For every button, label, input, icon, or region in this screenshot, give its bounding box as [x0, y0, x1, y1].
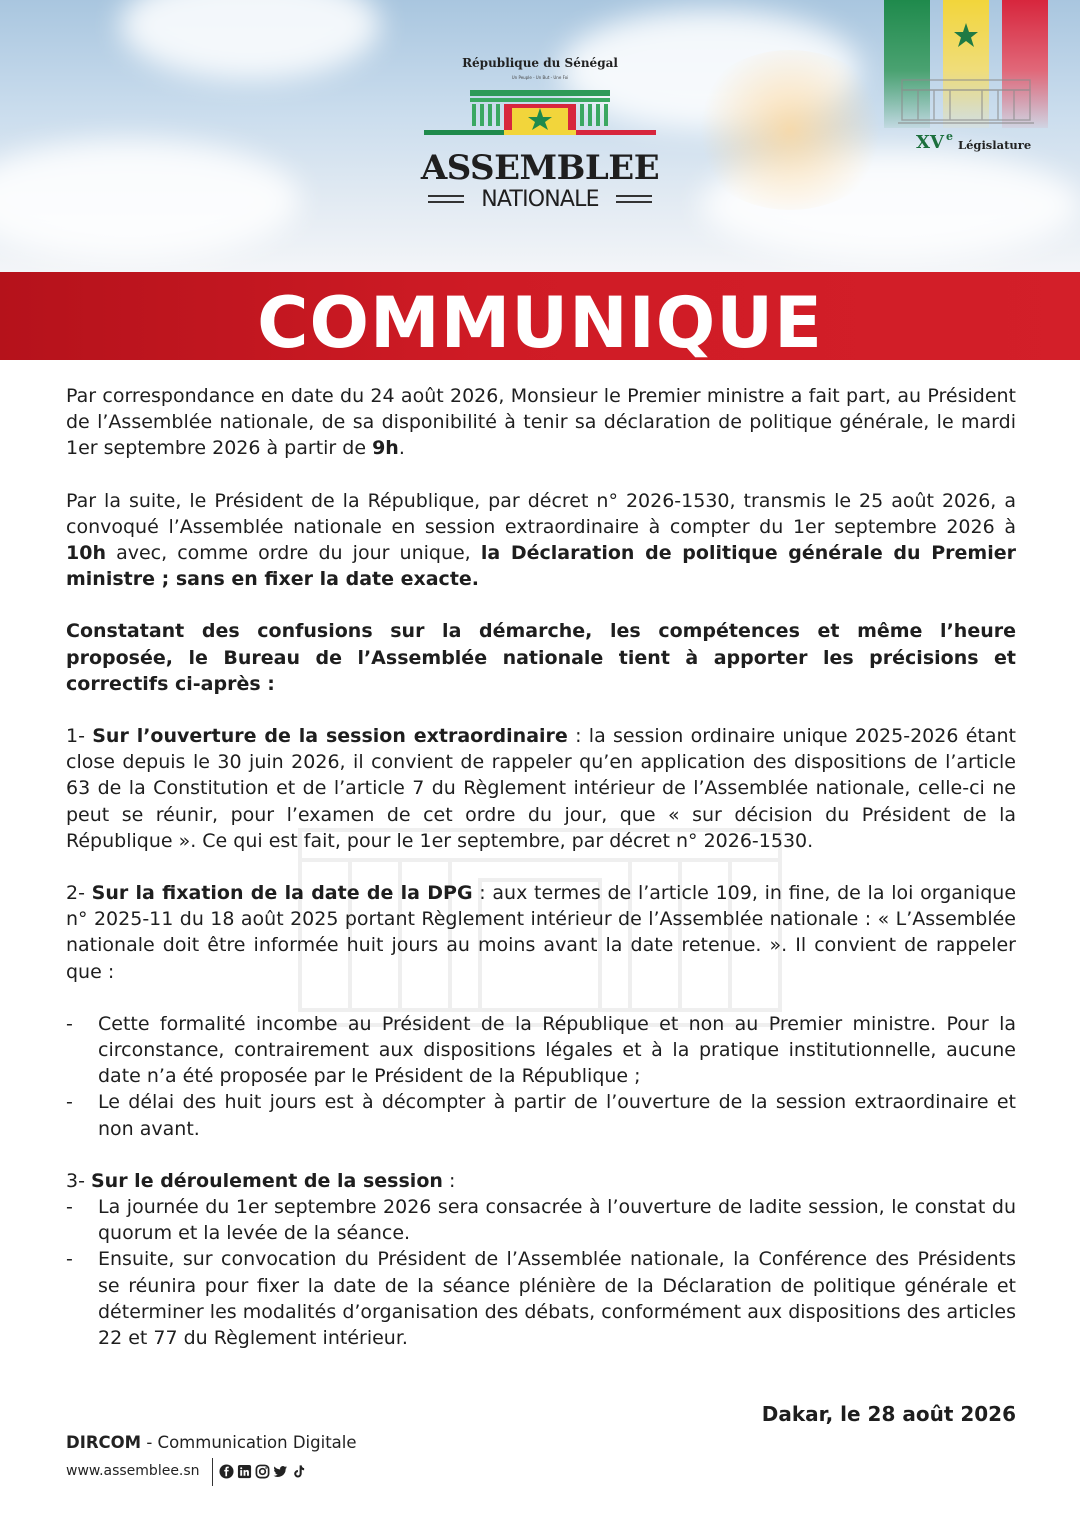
facebook-icon[interactable]	[219, 1464, 234, 1479]
section-1	[66, 723, 1016, 854]
legislature-label	[916, 132, 1036, 158]
list-dash: -	[66, 1012, 73, 1035]
social-icons	[219, 1464, 306, 1480]
linkedin-icon[interactable]	[237, 1464, 252, 1479]
cloud-decoration	[120, 0, 380, 80]
logo-subtitle-group	[420, 187, 660, 213]
section-title: Sur l’ouverture de la session extraordinaire	[92, 725, 568, 748]
paragraph-bold-time: 9h	[372, 437, 399, 460]
logo-divider	[616, 201, 652, 203]
paragraph-text: avec, comme ordre du jour unique,	[105, 542, 481, 565]
paragraph-decret	[66, 488, 1016, 593]
paragraph-correspondance	[66, 383, 1016, 462]
logo-subtitle: NATIONALE	[481, 187, 599, 212]
section-2	[66, 880, 1016, 985]
section-text: : la session ordinaire unique 2025-2026 étant close depuis le 30 juin 2026, il convient de rappeler qu’en application des dispositions de l’article 63 de la Constitution et de l’article 7 du Règlement intérieur de l’Assemblée nationale, celle-ci ne peut se réunir, pour l’examen de cet ordre du jour, que « sur décision du Président de la République ». Ce qui est fait, pour le 1er septembre, par décret n° 2026-1530.	[66, 725, 1016, 852]
section-number: 2-	[66, 882, 92, 905]
section-title: Sur la fixation de la date de la DPG	[91, 882, 473, 905]
list-item-text: Cette formalité incombe au Président de la République et non au Premier ministre. Pour la circonstance, contrairement aux dispositions légales et à la pratique institutionnelle, aucune date n’a été proposée par le Président de la République ;	[98, 1012, 1016, 1088]
dircom-signature	[66, 1433, 357, 1452]
list-item-text: Ensuite, sur convocation du Président de l’Assemblée nationale, la Conférence des Présidents se réunira pour fixer la date de la séance plénière de la Déclaration de politique générale et déterminer les modalités d’organisation des débats, conformément aux dispositions des articles 22 et 77 du Règlement intérieur.	[98, 1248, 1016, 1350]
list-dash: -	[66, 1091, 73, 1114]
list-item	[66, 1194, 1016, 1246]
section-title: Sur le déroulement de la session	[90, 1169, 443, 1192]
list-dash: -	[66, 1248, 73, 1271]
tiktok-icon[interactable]	[291, 1464, 306, 1479]
paragraph-bold-time: 10h	[66, 542, 106, 565]
dircom-bold: DIRCOM	[66, 1433, 142, 1452]
star-icon	[953, 22, 979, 48]
republic-label: République du Sénégal	[462, 56, 618, 70]
list-item	[66, 1011, 1016, 1090]
building-outline-icon	[898, 76, 1034, 126]
legislature-word: Législature	[958, 138, 1032, 152]
assemblee-logo	[420, 56, 660, 216]
spacer	[66, 1142, 1016, 1168]
list-item	[66, 1246, 1016, 1351]
paragraph-end: .	[398, 437, 405, 460]
page-title: COMMUNIQUE	[257, 282, 823, 364]
section-text: :	[442, 1169, 456, 1192]
section-text: : aux termes de l’article 109, in fine, de la loi organique n° 2025-11 du 18 août 2025 portant Règlement intérieur de l’Assemblée nationale : « L’Assemblée nationale doit être informée huit jours au moins avant la date retenue. ». Il convient de rappeler que :	[66, 882, 1017, 983]
title-banner	[0, 272, 1080, 364]
legislature-number: XV	[916, 132, 944, 153]
twitter-icon[interactable]	[273, 1464, 288, 1479]
list-item-text: Le délai des huit jours est à décompter à partir de l’ouverture de la session extraordinaire et non avant.	[98, 1091, 1016, 1140]
list-item	[66, 1089, 1016, 1141]
dircom-text: - Communication Digitale	[141, 1433, 357, 1452]
logo-title: ASSEMBLEE	[420, 148, 660, 188]
paragraph-text: Par correspondance en date du 24 août 2026, Monsieur le Premier ministre a fait part, au Président de l’Assemblée nationale, de sa disponibilité à tenir sa déclaration de politique générale, le mardi 1er septembre 2026 à partir de	[66, 385, 1016, 460]
legislature-superscript: e	[946, 130, 953, 143]
senegal-flag-emblem	[884, 0, 1048, 128]
parliament-building-icon	[424, 86, 656, 142]
section-number: 3-	[66, 1169, 91, 1192]
paragraph-constatant: Constatant des confusions sur la démarche, les compétences et même l’heure proposée, le Bureau de l’Assemblée nationale tient à apporter les précisions et correctifs ci-après :	[66, 620, 1016, 695]
website-link[interactable]: www.assemblee.sn	[66, 1463, 200, 1479]
motto-label: Un Peuple - Un But - Une Foi	[511, 75, 569, 80]
paragraph-bold-agenda: la Déclaration de politique générale du Premier ministre ; sans en fixer la date exacte.	[66, 542, 1016, 591]
paragraph-text: Par la suite, le Président de la République, par décret n° 2026-1530, transmis le 25 août 2026, a convoqué l’Assemblée nationale en session extraordinaire à compter du 1er septembre 2026 à	[66, 489, 1016, 538]
cloud-decoration	[0, 140, 300, 260]
list-dash: -	[66, 1196, 73, 1219]
document-date: Dakar, le 28 août 2026	[761, 1402, 1016, 1426]
list-item-text: La journée du 1er septembre 2026 sera consacrée à l’ouverture de ladite session, le constat du quorum et la levée de la séance.	[98, 1196, 1016, 1245]
sun-glow	[690, 50, 890, 210]
instagram-icon[interactable]	[255, 1464, 270, 1479]
logo-divider	[616, 195, 652, 197]
section-3	[66, 1168, 1016, 1194]
footer-divider	[212, 1458, 213, 1486]
communique-body	[66, 383, 1016, 1351]
section-number: 1-	[66, 725, 93, 748]
